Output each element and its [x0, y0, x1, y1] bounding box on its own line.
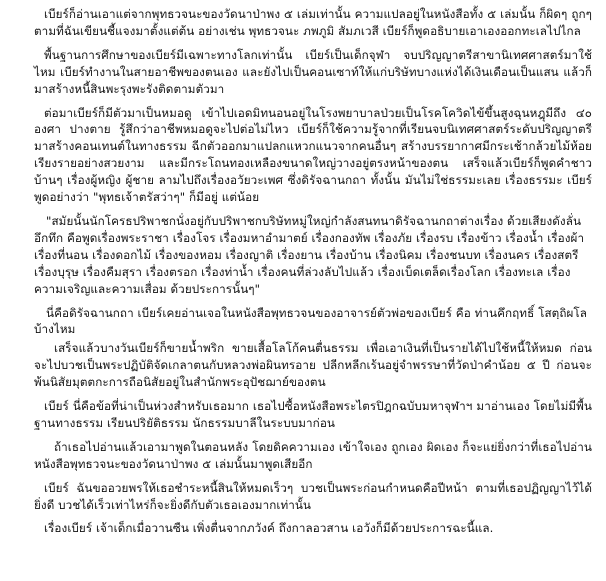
paragraph-2: พื้นฐานการศึกษาของเบียร์มีเฉพาะทางโลกเท่านั้น เบียร์เป็นเด็กจุฬา จบปริญญาตรีสาขานิเทศศาสตร์มาใช้ไหม เบียร์ทำงานในสายอาชีพของตนเอง และยังไปเป็นคอนเซาท์ให้แก่บริษัทบางแห่งได้เงินเดือนเป็นแสน แล้วก็มาสร้างหนี้สินพะรุงพะรังติดตามตัวมา [34, 47, 592, 96]
paragraph-7: เบียร์ ฉันขออวยพรให้เธอชำระหนี้สินให้หมดเร็วๆ บวชเป็นพระก่อนกำหนดคือปีหน้า ตามที่เธอปฏิญญาไว้ได้ยิ่งดี บวชได้เร็วเท่าไหร่ก็จะยิ่งดีกับตัวเธอเองมากเท่านั้น [34, 480, 592, 512]
paragraph-6: ถ้าเธอไปอ่านแล้วเอามาพูดในตอนหลัง โดยดิคความเอง เข้าใจเอง ถูกเอง ผิดเอง ก็จะแย่ยิ่งกว่าที่เธอไปอ่านหนังสือพุทธวจนะของวัดนาป่าพง ๕ เล่มนั้นมาพูดเสียอีก [34, 439, 592, 471]
closing-line: เรื่องเบียร์ เจ้าเด็กเมื่อวานซืน เพิ่งตื่นจากภวังค์ ถึงกาลอวสาน เอวังก็มีด้วยประการฉะนี้แล. [44, 521, 494, 536]
paragraph-4: เสร็จแล้วบางวันเบียร์ก็ขายน้ำพริก ขายเสื้อโลโก้คนตื่นธรรม เพื่อเอาเงินที่เป็นรายได้ไปใช้หนี้ให้หมด ก่อนจะไปบวชเป็นพระปฏิบัติจัดเกลาตนกับหลวงพ่อผินทรอาย ปลีกหลีกเร้นอยู่จำพรรษาที่วัดป่าคำน้อย ๕ ปี ก่อนจะพ้นนิสัยมุตตกะการถือนิสัยอยู่ในสำนักพระอุปัชฌาย์ของตน [34, 341, 592, 390]
paragraph-5: เบียร์ นี่คือข้อที่น่าเป็นห่วงสำหรับเธอมาก เธอไปซื้อหนังสือพระไตรปิฎกฉบับมหาจุฬาฯ มาอ่านเอง โดยไม่มีพื้นฐานทางธรรม เรียนปริยัติธรรม นักธรรมบาลีในระบบมาก่อน [34, 399, 592, 430]
note-paragraph: นี่คือดิรัจฉานกถา เบียร์เคยอ่านเจอในหนังสือพุทธวจนของอาจารย์ตัวพ่อของเบียร์ คือ ท่านคึกฤทธิ์ โสตฺถิผโล บ้างไหม [34, 305, 588, 337]
quoted-passage: "สมัยนั้นนักโครธปริพาชกนั่งอยู่กับปริพาชกบริษัทหมู่ใหญ่กำลังสนทนาดิรัจฉานกถาต่างเรื่อง ด้วยเสียงดังลั่นอึกทึก คือพูดเรื่องพระราชา เรื่องโจร เรื่องมหาอำมาตย์ เรื่องกองทัพ เรื่องภัย เรื่องรบ เรื่องข้าว เรื่องน้ำ เรื่องผ้า เรื่องที่นอน เรื่องดอกไม้ เรื่องของหอม เรื่องญาติ เรื่องยาน เรื่องบ้าน เรื่องนิคม เรื่องชนบท เรื่องนคร เรื่องสตรี เรื่องบุรุษ เรื่องคืมสุรา เรื่องตรอก เรื่องท่าน้ำ เรื่องคนที่ล่วงลับไปแล้ว เรื่องเบ็ดเตล็ดเรื่องโลก เรื่องทะเล เรื่องความเจริญและความเสื่อม ด้วยประการนั้นๆ" [34, 213, 585, 296]
paragraph-3: ต่อมาเบียร์ก็มีตัวมาเป็นหมอดู เข้าไปเอดมิทนอนอยู่ในโรงพยาบาลป่วยเป็นโรคโควิดไข้ขึ้นสูงฉุนหฎุมีถึง ๔๐ องศา ปางตาย รู้สึกว่าอาชีพหมอดูจะไปต่อไม่ไหว เบียร์ก็ใช้ความรู้จากที่เรียนจบนิเทศศาสตร์ระดับปริญญาตรีมาสร้างคอนเทนต์ในทางธรรม ฉีกตัวออกมาแปลกแหวกแนวจากคนอื่นๆ สร้างบรรยากาศมีกระเช้ากล้วยไม้ห้อยเรียงรายอย่างสวยงาม และมีกระโถนทองเหลืองขนาดใหญ่วางอยู่ตรงหน้าของตน เสร็จแล้วเบียร์ก็พูดคำชาวบ้านๆ เรื่องผู้หญิง ผู้ชาย ลามไปถึงเรื่องอวัยวะเพศ ซึ่งดิรัจฉานกถา ทั้งนั้น มันไม่ใช่ธรรมะเลย เรื่องธรรมะ เบียร์พูดอย่างว่า "พุทธเจ้าตรัสว่าๆ" ก็มีอยู่ แต่น้อย [34, 105, 592, 205]
paragraph-1: เบียร์ก็อ่านเอาแต่จากพุทธวจนะของวัดนาป่าพง ๕ เล่มเท่านั้น ความแปลอยู่ในหนังสือทั้ง ๕ เล่มนั้น ก็ผิดๆ ถูกๆ ตามที่ฉันเขียนชี้แจงมาตั้งแต่ต้น อย่างเช่น พุทธวจนะ ภพภูมิ สัมภเวสี เบียร์ก็พูดอธิบายเอาเองออกทะเลไปไกล [34, 7, 592, 38]
